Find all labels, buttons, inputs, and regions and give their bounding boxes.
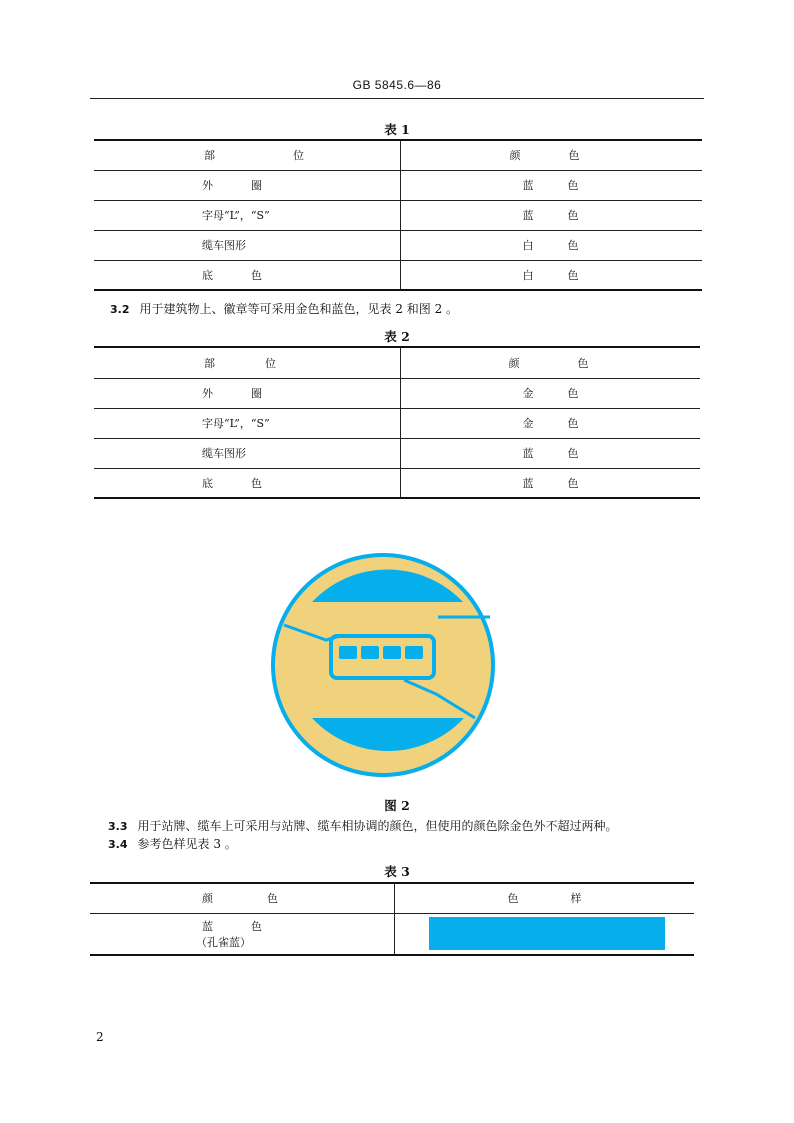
table2-r1-color-a: 金 <box>522 387 534 400</box>
table2-head-color-b: 色 <box>577 356 589 370</box>
table1-r1-part-a: 外 <box>202 179 213 192</box>
table2-r2-color-b: 色 <box>567 417 579 430</box>
color-swatch-peacock-blue <box>429 917 665 950</box>
table1-r1-color-a: 蓝 <box>522 179 534 192</box>
table1-r4-part-a: 底 <box>202 268 213 282</box>
cable-car-window <box>361 646 379 659</box>
cable-car-window <box>405 646 423 659</box>
page-number: 2 <box>96 1030 104 1044</box>
table2-r1-color-b: 色 <box>567 387 579 400</box>
table1-r1-color-b: 色 <box>567 179 579 192</box>
table2-r1-part-b: 圈 <box>251 387 262 400</box>
table2-r2-color-a: 金 <box>522 417 534 430</box>
para-3-2-number: 3.2 <box>110 303 130 316</box>
header-rule <box>90 98 704 99</box>
table2-r4-part-b: 色 <box>251 476 262 490</box>
table3-caption: 表 3 <box>384 864 410 879</box>
table1-r3-color-a: 白 <box>522 239 534 252</box>
table1-r4-part-b: 色 <box>251 268 262 282</box>
table2-r3-color-a: 蓝 <box>522 447 534 460</box>
table2-head-part-b: 位 <box>265 356 276 370</box>
table3-name-sub: （孔雀蓝） <box>196 935 251 949</box>
table2-r4-color-b: 色 <box>567 476 579 490</box>
table3-header-row <box>90 883 694 913</box>
table1-r1-part-b: 圈 <box>251 179 262 192</box>
table2-r2-part: 字母“L”，“S” <box>202 417 270 430</box>
table-row <box>94 408 700 438</box>
table1-r4-color-a: 白 <box>522 268 534 282</box>
table1 <box>94 139 702 291</box>
para-3-3-text: 用于站牌、缆车上可采用与站牌、缆车相协调的颜色，但使用的颜色除金色外不超过两种。 <box>137 819 618 833</box>
table2-r3-color-b: 色 <box>567 447 579 460</box>
table1-head-color-a: 颜 <box>509 149 521 163</box>
table3-head-sample-a: 色 <box>507 892 519 906</box>
table3-head-color-a: 颜 <box>202 892 213 906</box>
table2-head-color-a: 颜 <box>508 356 520 370</box>
table1-r2-color-a: 蓝 <box>522 209 534 222</box>
cable-car-window <box>383 646 401 659</box>
table2-header-row <box>94 347 700 378</box>
table-row <box>94 200 702 230</box>
table1-r2-part: 字母“L”，“S” <box>202 209 270 222</box>
table-row <box>94 170 702 200</box>
table1-head-part-a: 部 <box>204 149 215 163</box>
page-header: GB 5845.6—86 <box>352 78 442 92</box>
cable-car-window <box>339 646 357 659</box>
para-3-3-number: 3.3 <box>108 820 128 833</box>
table2-head-part-a: 部 <box>204 356 215 370</box>
figure-caption: 图 2 <box>384 798 410 813</box>
table3-head-sample-b: 样 <box>570 892 582 906</box>
table-row <box>94 230 702 260</box>
table1-header-row <box>94 140 702 170</box>
table2 <box>94 346 700 499</box>
table1-caption: 表 1 <box>384 122 410 137</box>
para-3-4-text: 参考色样见表 3 。 <box>137 837 237 851</box>
table1-head-color-b: 色 <box>568 149 580 163</box>
table-row <box>90 913 694 955</box>
para-3-4-number: 3.4 <box>108 838 128 851</box>
cable-car-emblem-figure <box>268 550 498 780</box>
table3-head-color-b: 色 <box>267 892 278 906</box>
table2-r1-part-a: 外 <box>202 387 213 400</box>
table2-r4-color-a: 蓝 <box>522 476 534 490</box>
table3 <box>90 882 694 956</box>
table1-head-part-b: 位 <box>293 149 304 163</box>
para-3-2 <box>110 301 458 318</box>
para-3-4 <box>108 836 237 853</box>
table-row <box>94 260 702 290</box>
table3-name-a: 蓝 <box>202 919 213 933</box>
table2-r3-part: 缆车图形 <box>202 447 246 460</box>
table2-caption: 表 2 <box>384 329 410 344</box>
table3-name-b: 色 <box>251 919 262 933</box>
table-row <box>94 378 700 408</box>
table-row <box>94 468 700 498</box>
table1-r2-color-b: 色 <box>567 209 579 222</box>
table-row <box>94 438 700 468</box>
para-3-3 <box>108 818 618 835</box>
table1-r3-part: 缆车图形 <box>202 239 246 252</box>
table1-r3-color-b: 色 <box>567 239 579 252</box>
table2-r4-part-a: 底 <box>202 476 213 490</box>
para-3-2-text: 用于建筑物上、徽章等可采用金色和蓝色，见表 2 和图 2 。 <box>139 302 459 316</box>
table1-r4-color-b: 色 <box>567 268 579 282</box>
